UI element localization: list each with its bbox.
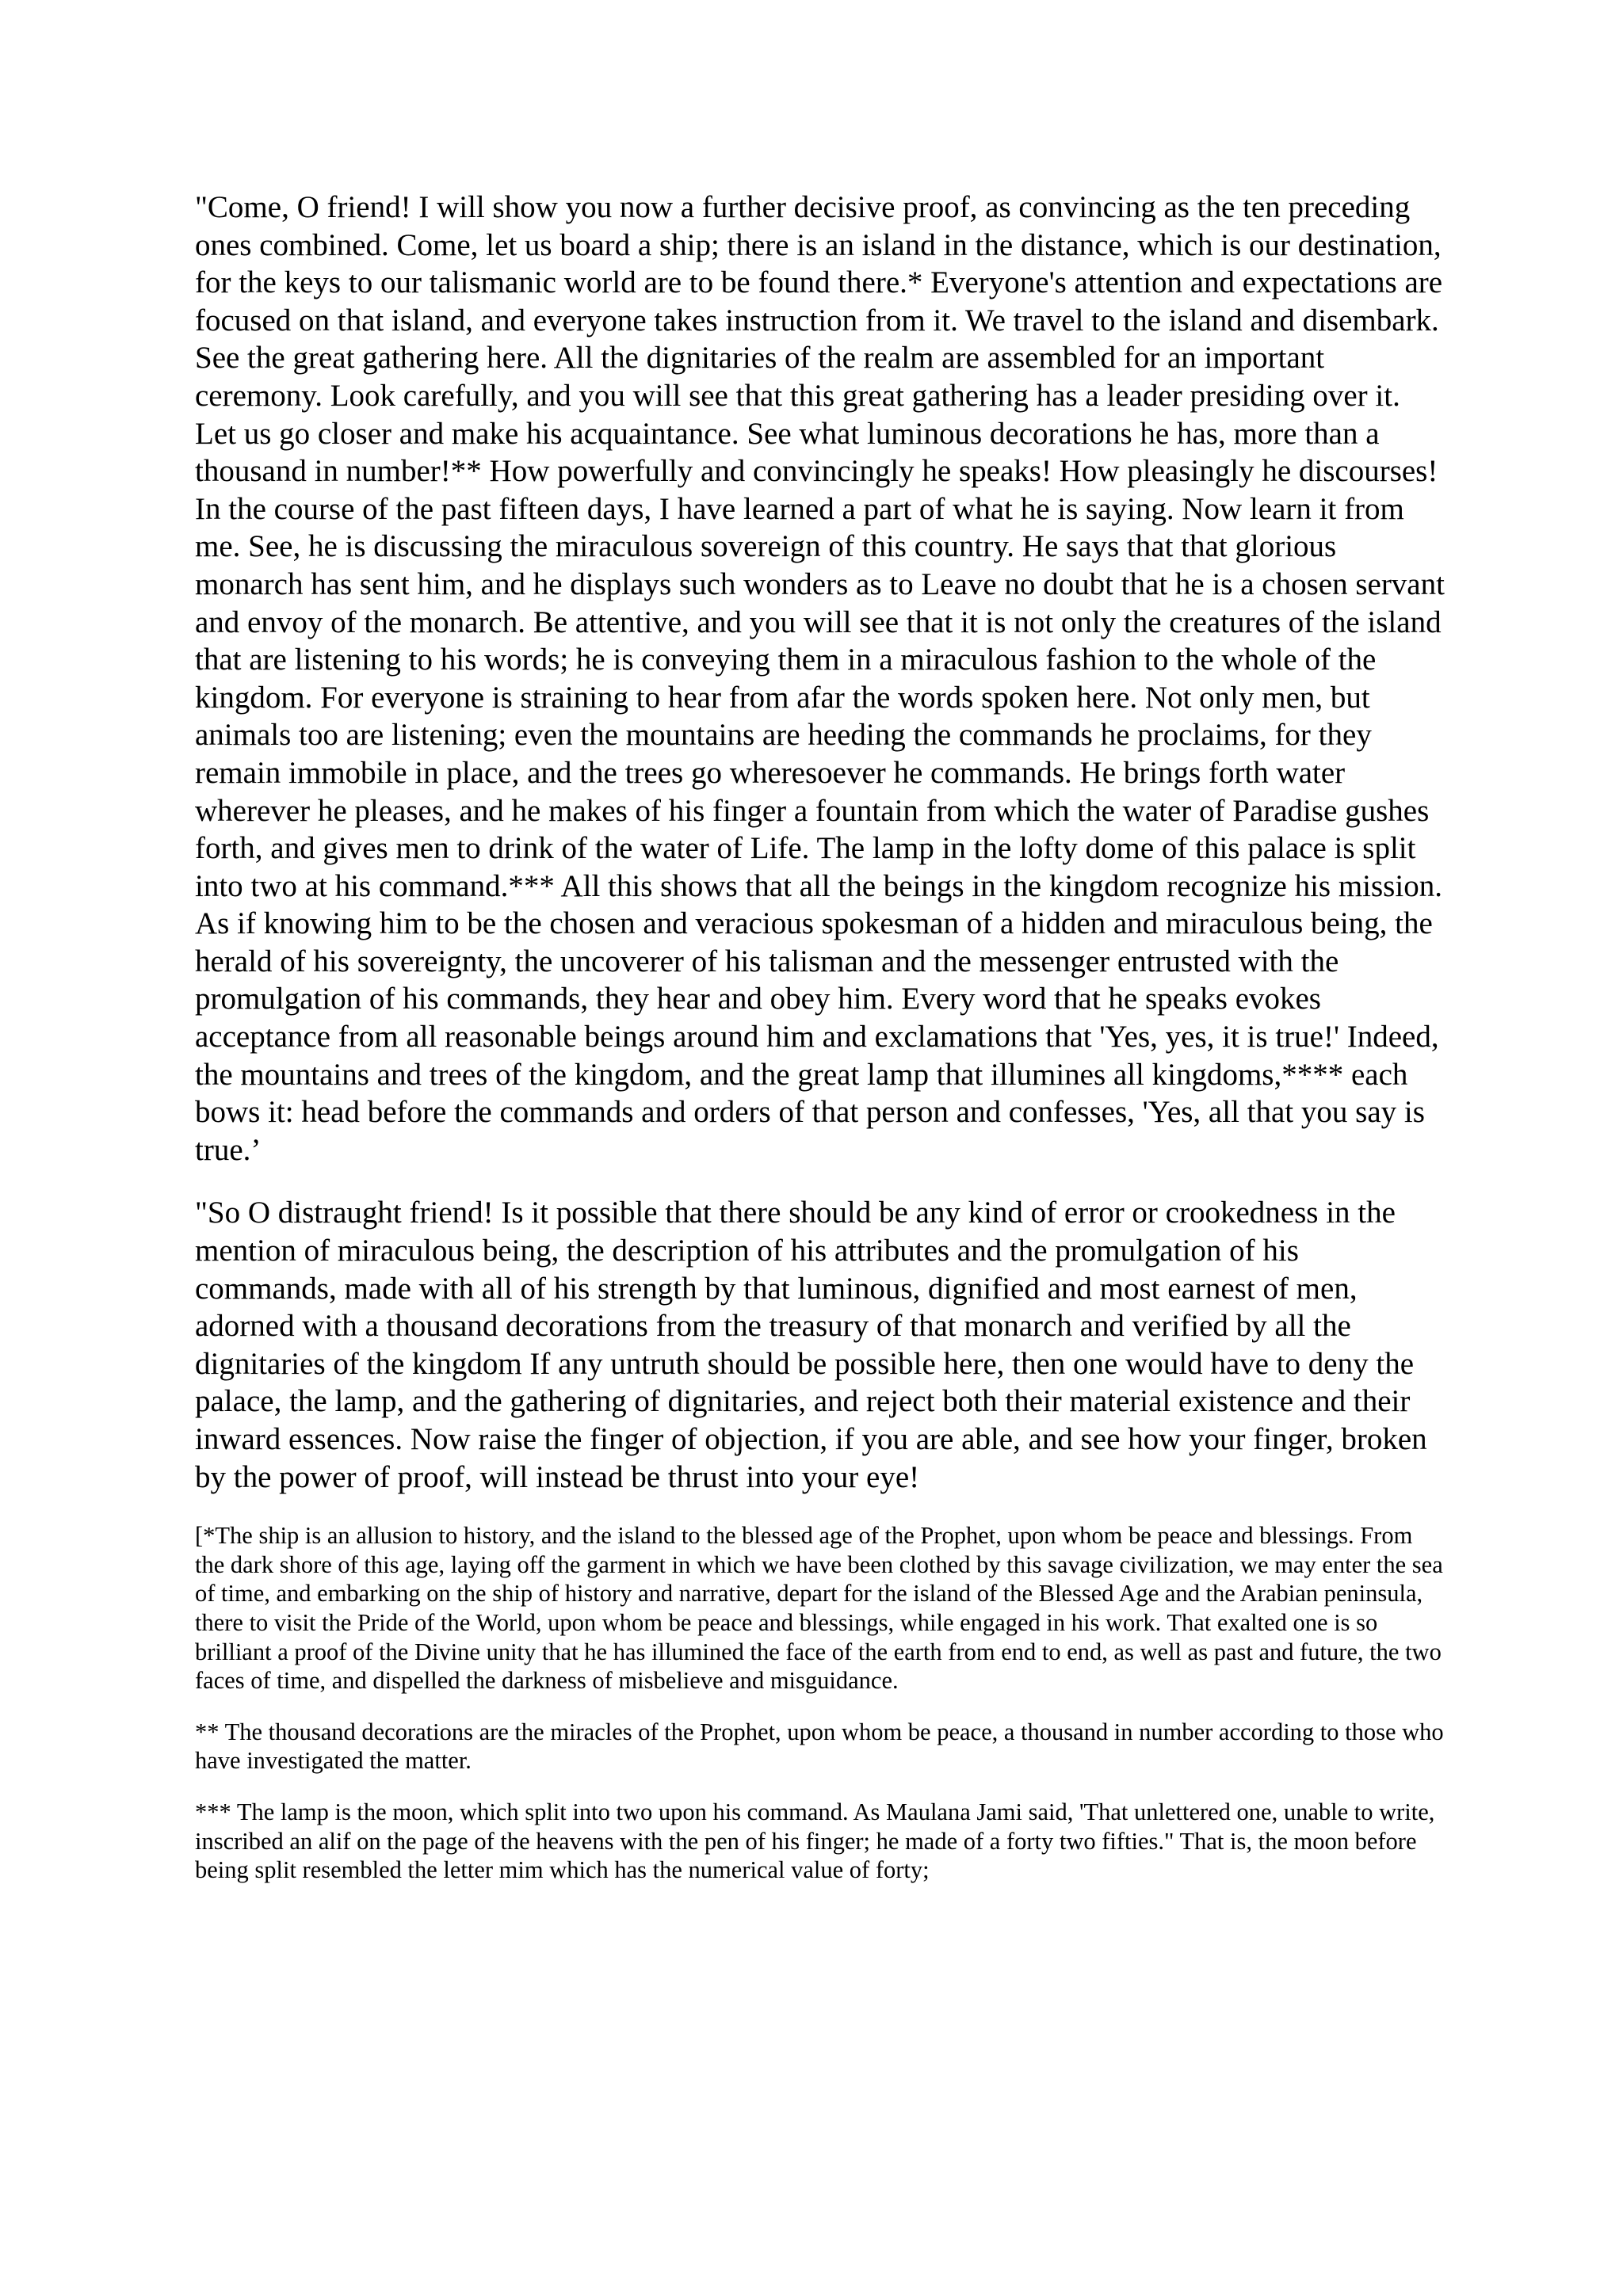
body-paragraph-2: "So O distraught friend! Is it possible that there should be any kind of error or crookedness in the mention of miraculous being, the description of his attributes and the promulgation of his commands, made with all of his strength by that luminous, dignified and most earnest of men, adorned with a thousand decorations from the treasury of that monarch and verified by all the dignitaries of the kingdom If any untruth should be possible here, then one would have to deny the palace, the lamp, and the gathering of dignitaries, and reject both their material existence and their inward essences. Now raise the finger of objection, if you are able, and see how your finger, broken by the power of proof, will instead be thrust into your eye! <box>195 1196 1427 1494</box>
document-page <box>195 189 1447 1907</box>
footnote-3: *** The lamp is the moon, which split into two upon his command. As Maulana Jami said, 'That unlettered one, unable to write, inscribed an alif on the page of the heavens with the pen of his finger; he made of a forty two fifties." That is, the moon before being split resembled the letter mim which has the numerical value of forty; <box>195 1798 1435 1884</box>
footnote-2: ** The thousand decorations are the miracles of the Prophet, upon whom be peace, a thousand in number according to those who have investigated the matter. <box>195 1718 1444 1775</box>
body-paragraph-1: "Come, O friend! I will show you now a further decisive proof, as convincing as the ten preceding ones combined. Come, let us board a ship; there is an island in the distance, which is our destination, for the keys to our talismanic world are to be found there.* Everyone's attention and expectations are focused on that island, and everyone takes instruction from it. We travel to the island and disembark. See the great gathering here. All the dignitaries of the realm are assembled for an important ceremony. Look carefully, and you will see that this great gathering has a leader presiding over it. Let us go closer and make his acquaintance. See what luminous decorations he has, more than a thousand in number!** How powerfully and convincingly he speaks! How pleasingly he discourses! In the course of the past fifteen days, I have learned a part of what he is saying. Now learn it from me. See, he is discussing the miraculous sovereign of this country. He says that that glorious monarch has sent him, and he displays such wonders as to Leave no doubt that he is a chosen servant and envoy of the monarch. Be attentive, and you will see that it is not only the creatures of the island that are listening to his words; he is conveying them in a miraculous fashion to the whole of the kingdom. For everyone is straining to hear from afar the words spoken here. Not only men, but animals too are listening; even the mountains are heeding the commands he proclaims, for they remain immobile in place, and the trees go wheresoever he commands. He brings forth water wherever he pleases, and he makes of his finger a fountain from which the water of Paradise gushes forth, and gives men to drink of the water of Life. The lamp in the lofty dome of this palace is split into two at his command.*** All this shows that all the beings in the kingdom recognize his mission. As if knowing him to be the chosen and veracious spokesman of a hidden and miraculous being, the herald of his sovereignty, the uncoverer of his talisman and the messenger entrusted with the promulgation of his commands, they hear and obey him. Every word that he speaks evokes acceptance from all reasonable beings around him and exclamations that 'Yes, yes, it is true!' Indeed, the mountains and trees of the kingdom, and the great lamp that illumines all kingdoms,**** each bows it: head before the commands and orders of that person and confesses, 'Yes, all that you say is true.’ <box>195 190 1445 1167</box>
footnotes-section <box>195 1521 1447 1885</box>
footnote-1: [*The ship is an allusion to history, and the island to the blessed age of the Prophet, upon whom be peace and blessings. From the dark shore of this age, laying off the garment in which we have been clothed by this savage civilization, we may enter the sea of time, and embarking on the ship of history and narrative, depart for the island of the Blessed Age and the Arabian peninsula, there to visit the Pride of the World, upon whom be peace and blessings, while engaged in his work. That exalted one is so brilliant a proof of the Divine unity that he has illumined the face of the earth from end to end, as well as past and future, the two faces of time, and dispelled the darkness of misbelieve and misguidance. <box>195 1522 1443 1695</box>
